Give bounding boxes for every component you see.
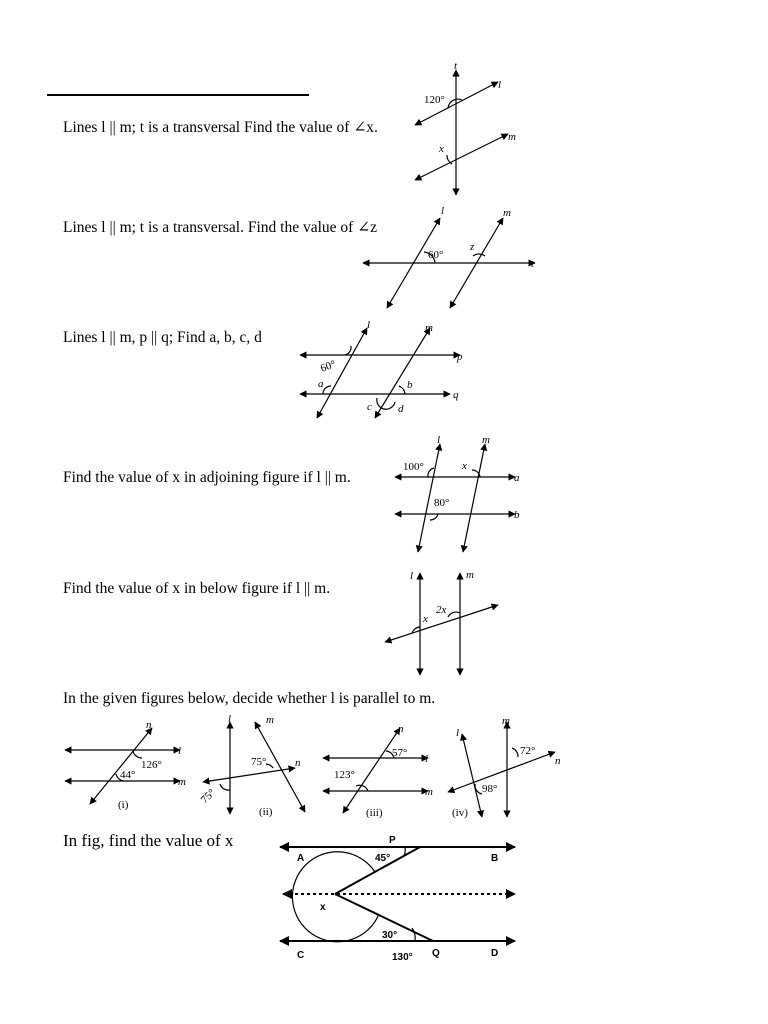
- fig6i-angle-44: 44°: [120, 769, 136, 781]
- fig7-label-B: B: [491, 853, 499, 864]
- fig6i-angle-126: 126°: [141, 759, 162, 771]
- fig6iv-angle-98: 98°: [482, 783, 498, 795]
- fig2-label-m: m: [503, 207, 511, 219]
- fig4-label-a: a: [514, 472, 520, 484]
- fig1-angle-120: 120°: [424, 94, 445, 106]
- figure-6-iii: [318, 718, 443, 823]
- fig6iii-label-m: m: [425, 786, 433, 798]
- question-7-text: In fig, find the value of x: [63, 831, 234, 850]
- figure-6-iv: [440, 712, 575, 822]
- fig7-label-C: C: [297, 950, 305, 961]
- question-1-text: Lines l || m; t is a transversal Find the value of ∠x.: [63, 119, 378, 136]
- question-4-text: Find the value of x in adjoining figure if l || m.: [63, 469, 351, 486]
- fig1-label-l: l: [498, 79, 502, 91]
- fig5-label-m: m: [466, 569, 474, 581]
- fig1-label-t: t: [454, 60, 458, 72]
- fig6ii-label-l: l: [228, 713, 232, 725]
- fig4-angle-80: 80°: [434, 497, 450, 509]
- question-3-text: Lines l || m, p || q; Find a, b, c, d: [63, 329, 262, 346]
- question-5-text: Find the value of x in below figure if l || m.: [63, 580, 331, 597]
- fig7-label-Q: Q: [432, 948, 440, 959]
- fig7-angle-130: 130°: [392, 952, 413, 963]
- fig6i-caption: (i): [118, 799, 129, 811]
- fig6i-label-n: n: [146, 719, 152, 731]
- fig2-angle-60: 60°: [428, 249, 444, 261]
- fig3-angle-60: 60°: [318, 358, 338, 375]
- fig6i-label-l: l: [178, 745, 182, 757]
- figure-1: [400, 60, 520, 200]
- fig6ii-label-n: n: [295, 757, 301, 769]
- fig6ii-label-m: m: [266, 714, 274, 726]
- figure-7: [275, 832, 525, 970]
- figure-6-i: [60, 718, 190, 818]
- fig4-label-m: m: [482, 434, 490, 446]
- fig6ii-angle-75-bottom: 75°: [198, 786, 219, 807]
- fig3-label-b: b: [407, 379, 413, 391]
- fig6iii-caption: (iii): [366, 807, 383, 819]
- fig6iii-label-l: l: [425, 753, 429, 765]
- fig2-label-t: t: [531, 258, 535, 270]
- fig6iv-label-m: m: [502, 715, 510, 727]
- fig7-angle-30: 30°: [382, 930, 398, 941]
- figure-5: [380, 565, 510, 685]
- fig4-label-b: b: [514, 509, 520, 521]
- fig6iii-angle-57: 57°: [392, 747, 408, 759]
- fig3-label-q: q: [453, 389, 459, 401]
- header-rule: [47, 94, 309, 96]
- fig2-label-z: z: [470, 241, 475, 253]
- fig4-angle-100: 100°: [403, 461, 424, 473]
- figure-4: [390, 432, 530, 562]
- fig5-label-x: x: [423, 613, 428, 625]
- fig4-label-x: x: [462, 460, 467, 472]
- fig6iv-label-n: n: [555, 755, 561, 767]
- fig6iv-caption: (iv): [452, 807, 468, 819]
- fig1-label-m: m: [508, 131, 516, 143]
- fig7-label-D: D: [491, 948, 499, 959]
- fig6iii-label-n: n: [398, 723, 404, 735]
- fig3-label-d: d: [398, 403, 404, 415]
- fig3-label-a: a: [318, 378, 324, 390]
- figure-6-ii: [195, 712, 315, 822]
- fig1-label-x: x: [439, 143, 444, 155]
- fig6iv-label-l: l: [456, 727, 460, 739]
- fig7-label-P: P: [389, 835, 396, 846]
- fig7-angle-45: 45°: [375, 853, 391, 864]
- fig6iv-angle-72: 72°: [520, 745, 536, 757]
- fig3-label-c: c: [367, 401, 372, 413]
- fig3-label-m: m: [425, 322, 433, 334]
- fig3-label-l: l: [367, 319, 371, 331]
- figure-3: [295, 318, 475, 428]
- fig6ii-caption: (ii): [259, 806, 273, 818]
- fig5-label-2x: 2x: [436, 604, 447, 616]
- question-2-text: Lines l || m; t is a transversal. Find the value of ∠z: [63, 219, 378, 236]
- fig3-label-p: p: [457, 351, 463, 363]
- fig6i-label-m: m: [178, 776, 186, 788]
- fig6iii-angle-123: 123°: [334, 769, 355, 781]
- question-6-text: In the given figures below, decide whether l is parallel to m.: [63, 690, 436, 707]
- fig6ii-angle-75-top: 75°: [251, 756, 267, 768]
- fig7-label-x: x: [320, 902, 326, 913]
- fig4-label-l: l: [437, 434, 441, 446]
- fig2-label-l: l: [441, 205, 445, 217]
- figure-2: [355, 200, 545, 315]
- fig5-label-l: l: [410, 570, 414, 582]
- fig7-label-A: A: [297, 853, 305, 864]
